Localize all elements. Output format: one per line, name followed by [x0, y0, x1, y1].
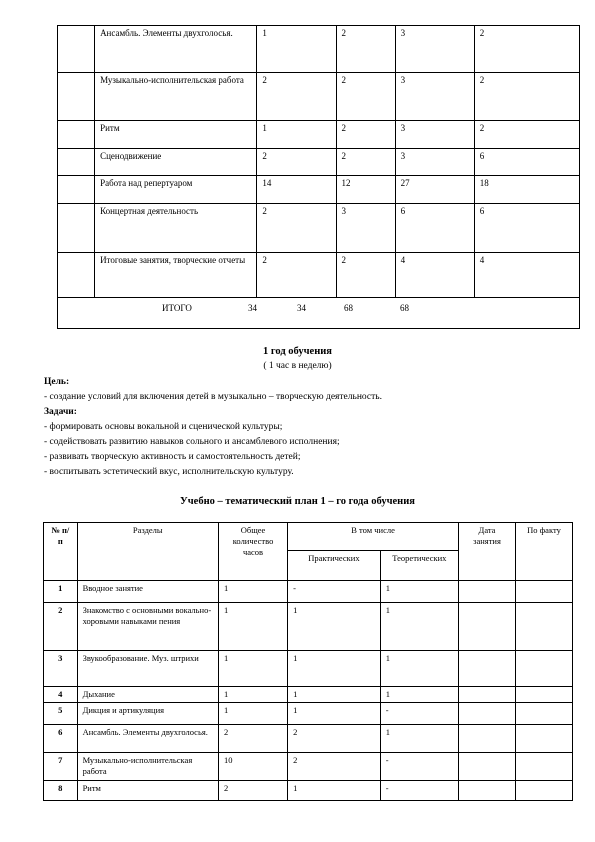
table-cell: 2: [257, 253, 336, 298]
table-row: [44, 603, 573, 651]
table-cell: [515, 687, 572, 703]
section-subtitle: ( 1 час в неделю): [263, 361, 332, 371]
table-cell: 2: [474, 73, 579, 121]
summary-table: [57, 25, 580, 329]
total-value: 34: [248, 303, 257, 313]
table-cell: [58, 121, 95, 149]
table-cell: 1: [380, 603, 458, 651]
table-cell: [58, 253, 95, 298]
task-item: - развивать творческую активность и самостоятельность детей;: [44, 452, 301, 462]
table-cell: 2: [336, 73, 395, 121]
table-cell: [58, 298, 580, 329]
table-cell: [515, 781, 572, 801]
table-cell: [459, 687, 516, 703]
tasks-label: Задачи:: [44, 407, 77, 417]
goal-label: Цель:: [44, 377, 70, 387]
table-row: [58, 253, 580, 298]
section-title: 1 год обучения: [263, 346, 332, 357]
total-value: 68: [344, 303, 353, 313]
table-row: [44, 687, 573, 703]
table-cell: [515, 651, 572, 687]
table-cell: 6: [474, 204, 579, 253]
header-row: [44, 523, 573, 551]
table-cell: 2: [257, 204, 336, 253]
table-cell: 14: [257, 176, 336, 204]
table-cell: 1: [288, 651, 381, 687]
table-row: [44, 753, 573, 781]
total-row: [58, 298, 580, 329]
table-cell: 1: [288, 603, 381, 651]
row-name: Итоговые занятия, творческие отчеты: [95, 253, 257, 298]
row-number: 5: [44, 703, 78, 725]
row-name: Сценодвижение: [95, 149, 257, 176]
table-cell: 1: [380, 725, 458, 753]
table-cell: [515, 725, 572, 753]
table-cell: 1: [218, 603, 287, 651]
row-name: Музыкально-исполнительская работа: [77, 753, 218, 781]
row-number: 7: [44, 753, 78, 781]
table-row: [58, 149, 580, 176]
table-cell: [459, 781, 516, 801]
table-cell: 3: [395, 73, 474, 121]
table-row: [44, 651, 573, 687]
table-row: [44, 703, 573, 725]
table-cell: 1: [380, 651, 458, 687]
table-cell: 10: [218, 753, 287, 781]
table-cell: 4: [395, 253, 474, 298]
table-cell: 1: [218, 687, 287, 703]
table-cell: 1: [257, 26, 336, 73]
table-cell: 1: [288, 703, 381, 725]
row-name: Ритм: [95, 121, 257, 149]
table-cell: 3: [395, 121, 474, 149]
table-row: [58, 26, 580, 73]
header-theoretical: Теоретических: [380, 551, 458, 581]
table-cell: [459, 703, 516, 725]
table-cell: 2: [336, 26, 395, 73]
header-total: Общее количество часов: [218, 523, 287, 581]
table-row: [58, 176, 580, 204]
table-cell: -: [380, 703, 458, 725]
row-name: Дикция и артикуляция: [77, 703, 218, 725]
header-sections: Разделы: [77, 523, 218, 581]
table-cell: [459, 651, 516, 687]
table-cell: 2: [474, 121, 579, 149]
row-name: Ритм: [77, 781, 218, 801]
table-cell: 27: [395, 176, 474, 204]
table-cell: 4: [474, 253, 579, 298]
table-cell: 1: [380, 581, 458, 603]
table-cell: 1: [218, 581, 287, 603]
row-number: 3: [44, 651, 78, 687]
table-cell: -: [380, 781, 458, 801]
row-number: 1: [44, 581, 78, 603]
row-name: Работа над репертуаром: [95, 176, 257, 204]
table-cell: [459, 725, 516, 753]
row-number: 6: [44, 725, 78, 753]
table-cell: [459, 603, 516, 651]
table-cell: 2: [336, 121, 395, 149]
row-name: Ансамбль. Элементы двухголосья.: [77, 725, 218, 753]
row-number: 8: [44, 781, 78, 801]
task-item: - формировать основы вокальной и сценической культуры;: [44, 422, 283, 432]
table-row: [58, 121, 580, 149]
table-cell: 1: [288, 687, 381, 703]
table-cell: [515, 703, 572, 725]
table-cell: -: [288, 581, 381, 603]
table-cell: 2: [288, 725, 381, 753]
table-cell: 2: [257, 73, 336, 121]
table-cell: -: [380, 753, 458, 781]
table-cell: 1: [288, 781, 381, 801]
task-item: - содействовать развитию навыков сольного и ансамблевого исполнения;: [44, 437, 340, 447]
table-cell: [515, 753, 572, 781]
header-practical: Практических: [288, 551, 381, 581]
total-value: 68: [400, 303, 409, 313]
plan-table: [43, 522, 573, 801]
table-cell: 1: [218, 703, 287, 725]
table-cell: 18: [474, 176, 579, 204]
row-number: 2: [44, 603, 78, 651]
row-name: Музыкально-исполнительская работа: [95, 73, 257, 121]
table-cell: 3: [336, 204, 395, 253]
row-name: Концертная деятельность: [95, 204, 257, 253]
table-cell: 1: [380, 687, 458, 703]
row-name: Ансамбль. Элементы двухголосья.: [95, 26, 257, 73]
table-cell: [58, 176, 95, 204]
row-name: Вводное занятие: [77, 581, 218, 603]
table-cell: 2: [218, 725, 287, 753]
header-date: Дата занятия: [459, 523, 516, 581]
total-label: ИТОГО: [162, 303, 192, 313]
table-cell: 6: [474, 149, 579, 176]
goal-text: - создание условий для включения детей в музыкально – творческую деятельность.: [44, 392, 382, 402]
table-cell: [58, 204, 95, 253]
table-cell: [459, 581, 516, 603]
table-row: [44, 725, 573, 753]
table-cell: 2: [218, 781, 287, 801]
table-cell: 3: [395, 149, 474, 176]
table-cell: [515, 603, 572, 651]
table-row: [44, 581, 573, 603]
table-row: [58, 204, 580, 253]
row-name: Знакомство с основными вокально-хоровыми навыками пения: [77, 603, 218, 651]
table-cell: [515, 581, 572, 603]
header-including: В том числе: [288, 523, 459, 551]
table-cell: 2: [474, 26, 579, 73]
table-cell: 12: [336, 176, 395, 204]
row-number: 4: [44, 687, 78, 703]
table-cell: [58, 26, 95, 73]
table-cell: 2: [336, 253, 395, 298]
table-cell: 1: [257, 121, 336, 149]
task-item: - воспитывать эстетический вкус, исполнительскую культуру.: [44, 467, 294, 477]
table-cell: 2: [257, 149, 336, 176]
total-value: 34: [297, 303, 306, 313]
plan-title: Учебно – тематический план 1 – го года обучения: [180, 496, 415, 507]
table-cell: 2: [336, 149, 395, 176]
table-cell: [58, 149, 95, 176]
row-name: Звукообразование. Муз. штрихи: [77, 651, 218, 687]
table-cell: 3: [395, 26, 474, 73]
table-cell: [459, 753, 516, 781]
table-cell: [58, 73, 95, 121]
table-cell: 1: [218, 651, 287, 687]
table-cell: 6: [395, 204, 474, 253]
table-row: [44, 781, 573, 801]
table-cell: 2: [288, 753, 381, 781]
header-num: № п/п: [44, 523, 78, 581]
row-name: Дыхание: [77, 687, 218, 703]
header-fact: По факту: [515, 523, 572, 581]
table-row: [58, 73, 580, 121]
